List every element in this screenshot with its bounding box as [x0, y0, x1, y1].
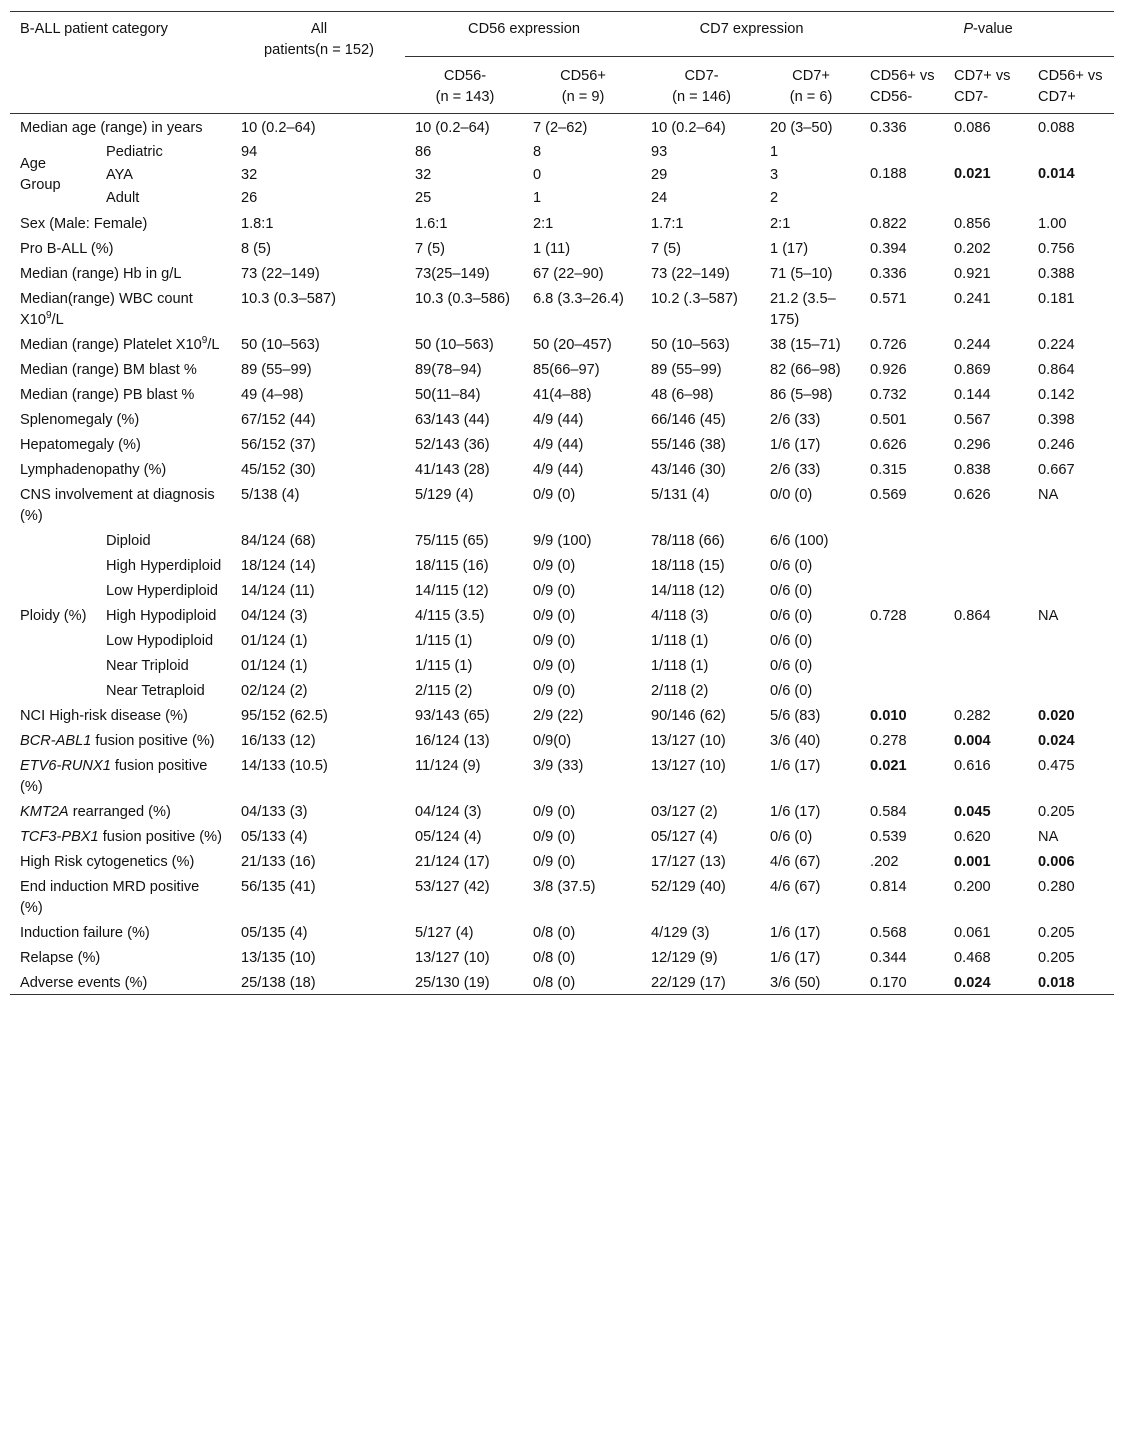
- header-all-patients: All patients(n = 152): [264, 21, 374, 58]
- header-blank: [10, 57, 231, 114]
- table-row: High Risk cytogenetics (%) 21/133 (16) 21/124 (17) 0/9 (0) 17/127 (13) 4/6 (67) .202 0.001 0.006: [10, 848, 1114, 873]
- header-cd56pos: CD56+ (n = 9): [523, 57, 641, 114]
- table-row: End induction MRD positive (%) 56/135 (41) 53/127 (42) 3/8 (37.5) 52/129 (40) 4/6 (67) 0.814 0.200 0.280: [10, 873, 1114, 919]
- table-row: Low Hypodiploid 01/124 (1) 1/115 (1) 0/9 (0) 1/118 (1) 0/6 (0): [106, 633, 813, 649]
- row-label: Relapse (%): [20, 950, 101, 966]
- header-p-value: P-value: [963, 21, 1013, 37]
- table-row: Median (range) BM blast % 89 (55–99) 89(78–94) 85(66–97) 89 (55–99) 82 (66–98) 0.926 0.869 0.864: [10, 356, 1114, 381]
- header-all-patients-n: patients(n = 152): [264, 42, 374, 58]
- table-row: Low Hyperdiploid 14/124 (11) 14/115 (12) 0/9 (0) 14/118 (12) 0/6 (0): [106, 583, 813, 599]
- row-label: Median (range) Hb in g/L: [20, 266, 182, 282]
- table-row: Hepatomegaly (%) 56/152 (37) 52/143 (36) 4/9 (44) 55/146 (38) 1/6 (17) 0.626 0.296 0.246: [10, 431, 1114, 456]
- row-label: End induction MRD positive (%): [20, 879, 200, 916]
- row-label: Median (range) BM blast %: [20, 362, 197, 378]
- table-row: Lymphadenopathy (%) 45/152 (30) 41/143 (28) 4/9 (44) 43/146 (30) 2/6 (33) 0.315 0.838 0.667: [10, 456, 1114, 481]
- row-label: KMT2A rearranged (%): [20, 804, 171, 820]
- row-label: Lymphadenopathy (%): [20, 462, 167, 478]
- row-label: NCI High-risk disease (%): [20, 708, 188, 724]
- table-row: ETV6-RUNX1 fusion positive (%) 14/133 (10.5) 11/124 (9) 3/9 (33) 13/127 (10) 1/6 (17) 0.021 0.616 0.475: [10, 752, 1114, 798]
- table-header: [10, 12, 1114, 114]
- header-cd56neg: CD56- (n = 143): [405, 57, 523, 114]
- table-row: CNS involvement at diagnosis (%) 5/138 (4) 5/129 (4) 0/9 (0) 5/131 (4) 0/0 (0) 0.569 0.626 NA: [10, 481, 1114, 527]
- table-row: NCI High-risk disease (%) 95/152 (62.5) 93/143 (65) 2/9 (22) 90/146 (62) 5/6 (83) 0.010 0.282 0.020: [10, 702, 1114, 727]
- row-label: Sex (Male: Female): [20, 216, 148, 232]
- table-row: Median age (range) in years 10 (0.2–64) 10 (0.2–64) 7 (2–62) 10 (0.2–64) 20 (3–50) 0.336 0.086 0.088: [20, 120, 1075, 136]
- row-label: Pro B-ALL (%): [20, 241, 114, 257]
- table-row: Median(range) WBC count $X10^9/L$ 10.3 (0.3–587) 10.3 (0.3–586) 6.8 (3.3–26.4) 10.2 (.3–587) 21.2 (3.5–175) 0.571 0.241 0.181: [20, 291, 1075, 328]
- patient-characteristics-table: [10, 11, 1114, 995]
- table-row: Sex (Male: Female) 1.8:1 1.6:1 2:1 1.7:1 2:1 0.822 0.856 1.00: [10, 210, 1114, 235]
- table-row: Ploidy (%) Diploid 84/124 (68) 75/115 (65) 9/9 (100) 78/118 (66) 6/6 (100) 0.728 0.864 NA: [10, 527, 1114, 552]
- table-row: Median (range) PB blast % 49 (4–98) 50(11–84) 41(4–88) 48 (6–98) 86 (5–98) 0.732 0.144 0.142: [10, 381, 1114, 406]
- table-row: Near Triploid 01/124 (1) 1/115 (1) 0/9 (0) 1/118 (1) 0/6 (0): [106, 658, 813, 674]
- header-p-cd7: CD7+ vs CD7-: [944, 57, 1028, 114]
- row-label: ETV6-RUNX1 fusion positive (%): [20, 758, 208, 795]
- rows-group-counts: [10, 285, 1114, 356]
- table-row: AYA 32 32 0 29 3: [106, 167, 779, 183]
- row-label: Splenomegaly (%): [20, 412, 140, 428]
- table-row: Relapse (%) 13/135 (10) 13/127 (10) 0/8 (0) 12/129 (9) 1/6 (17) 0.344 0.468 0.205: [10, 944, 1114, 969]
- row-label: CNS involvement at diagnosis (%): [20, 487, 215, 524]
- table-row: Age Group Pediatric 94 86 8 93 1 0.188 0.021 0.014: [10, 139, 1114, 164]
- ploidy-group: [10, 527, 1114, 702]
- rows-group-a: [10, 210, 1114, 285]
- table-row: Induction failure (%) 05/135 (4) 5/127 (4) 0/8 (0) 4/129 (3) 1/6 (17) 0.568 0.061 0.205: [10, 919, 1114, 944]
- table-row: Adult 26 25 1 24 2: [106, 190, 779, 206]
- header-cd56-expression: CD56 expression: [468, 21, 580, 37]
- table-row: Median (range) Platelet $X10^9/L$ 50 (10–563) 50 (10–563) 50 (20–457) 50 (10–563) 38 (15–71) 0.726 0.244 0.224: [20, 335, 1075, 353]
- header-p-cd56-cd7: CD56+ vs CD7+: [1028, 57, 1114, 114]
- row-label: TCF3-PBX1 fusion positive (%): [20, 829, 222, 845]
- rows-group-b: [10, 356, 1114, 527]
- rows-group-c: [10, 702, 1114, 995]
- table-row: TCF3-PBX1 fusion positive (%) 05/133 (4) 05/124 (4) 0/9 (0) 05/127 (4) 0/6 (0) 0.539 0.620 NA: [10, 823, 1114, 848]
- table-row: KMT2A rearranged (%) 04/133 (3) 04/124 (3) 0/9 (0) 03/127 (2) 1/6 (17) 0.584 0.045 0.205: [10, 798, 1114, 823]
- row-label: Hepatomegaly (%): [20, 437, 141, 453]
- header-category: B-ALL patient category: [20, 21, 168, 37]
- row-label: Adverse events (%): [20, 975, 148, 991]
- table-row: BCR-ABL1 fusion positive (%) 16/133 (12) 16/124 (13) 0/9(0) 13/127 (10) 3/6 (40) 0.278 0.004 0.024: [10, 727, 1114, 752]
- row-label: High Risk cytogenetics (%): [20, 854, 195, 870]
- header-cd7neg: CD7- (n = 146): [641, 57, 760, 114]
- table-row: High Hyperdiploid 18/124 (14) 18/115 (16) 0/9 (0) 18/118 (15) 0/6 (0): [106, 558, 813, 574]
- ploidy-label: Ploidy (%): [20, 608, 87, 624]
- table-row: Median (range) Hb in g/L 73 (22–149) 73(25–149) 67 (22–90) 73 (22–149) 71 (5–10) 0.336 0.921 0.388: [10, 260, 1114, 285]
- header-cd7pos: CD7+ (n = 6): [760, 57, 860, 114]
- header-cd7-expression: CD7 expression: [699, 21, 804, 37]
- age-group-label: Age Group: [20, 155, 61, 193]
- table-row: Near Tetraploid 02/124 (2) 2/115 (2) 0/9 (0) 2/118 (2) 0/6 (0): [106, 683, 813, 699]
- row-label: BCR-ABL1 fusion positive (%): [20, 733, 215, 749]
- table-row: High Hypodiploid 04/124 (3) 4/115 (3.5) 0/9 (0) 4/118 (3) 0/6 (0): [106, 608, 813, 624]
- header-p-cd56: CD56+ vs CD56-: [860, 57, 944, 114]
- table-body: [10, 114, 1114, 211]
- table-row: Pro B-ALL (%) 8 (5) 7 (5) 1 (11) 7 (5) 1 (17) 0.394 0.202 0.756: [10, 235, 1114, 260]
- table-row: Adverse events (%) 25/138 (18) 25/130 (19) 0/8 (0) 22/129 (17) 3/6 (50) 0.170 0.024 0.018: [10, 969, 1114, 995]
- row-label: Induction failure (%): [20, 925, 150, 941]
- row-label: Median (range) PB blast %: [20, 387, 195, 403]
- table-row: Splenomegaly (%) 67/152 (44) 63/143 (44) 4/9 (44) 66/146 (45) 2/6 (33) 0.501 0.567 0.398: [10, 406, 1114, 431]
